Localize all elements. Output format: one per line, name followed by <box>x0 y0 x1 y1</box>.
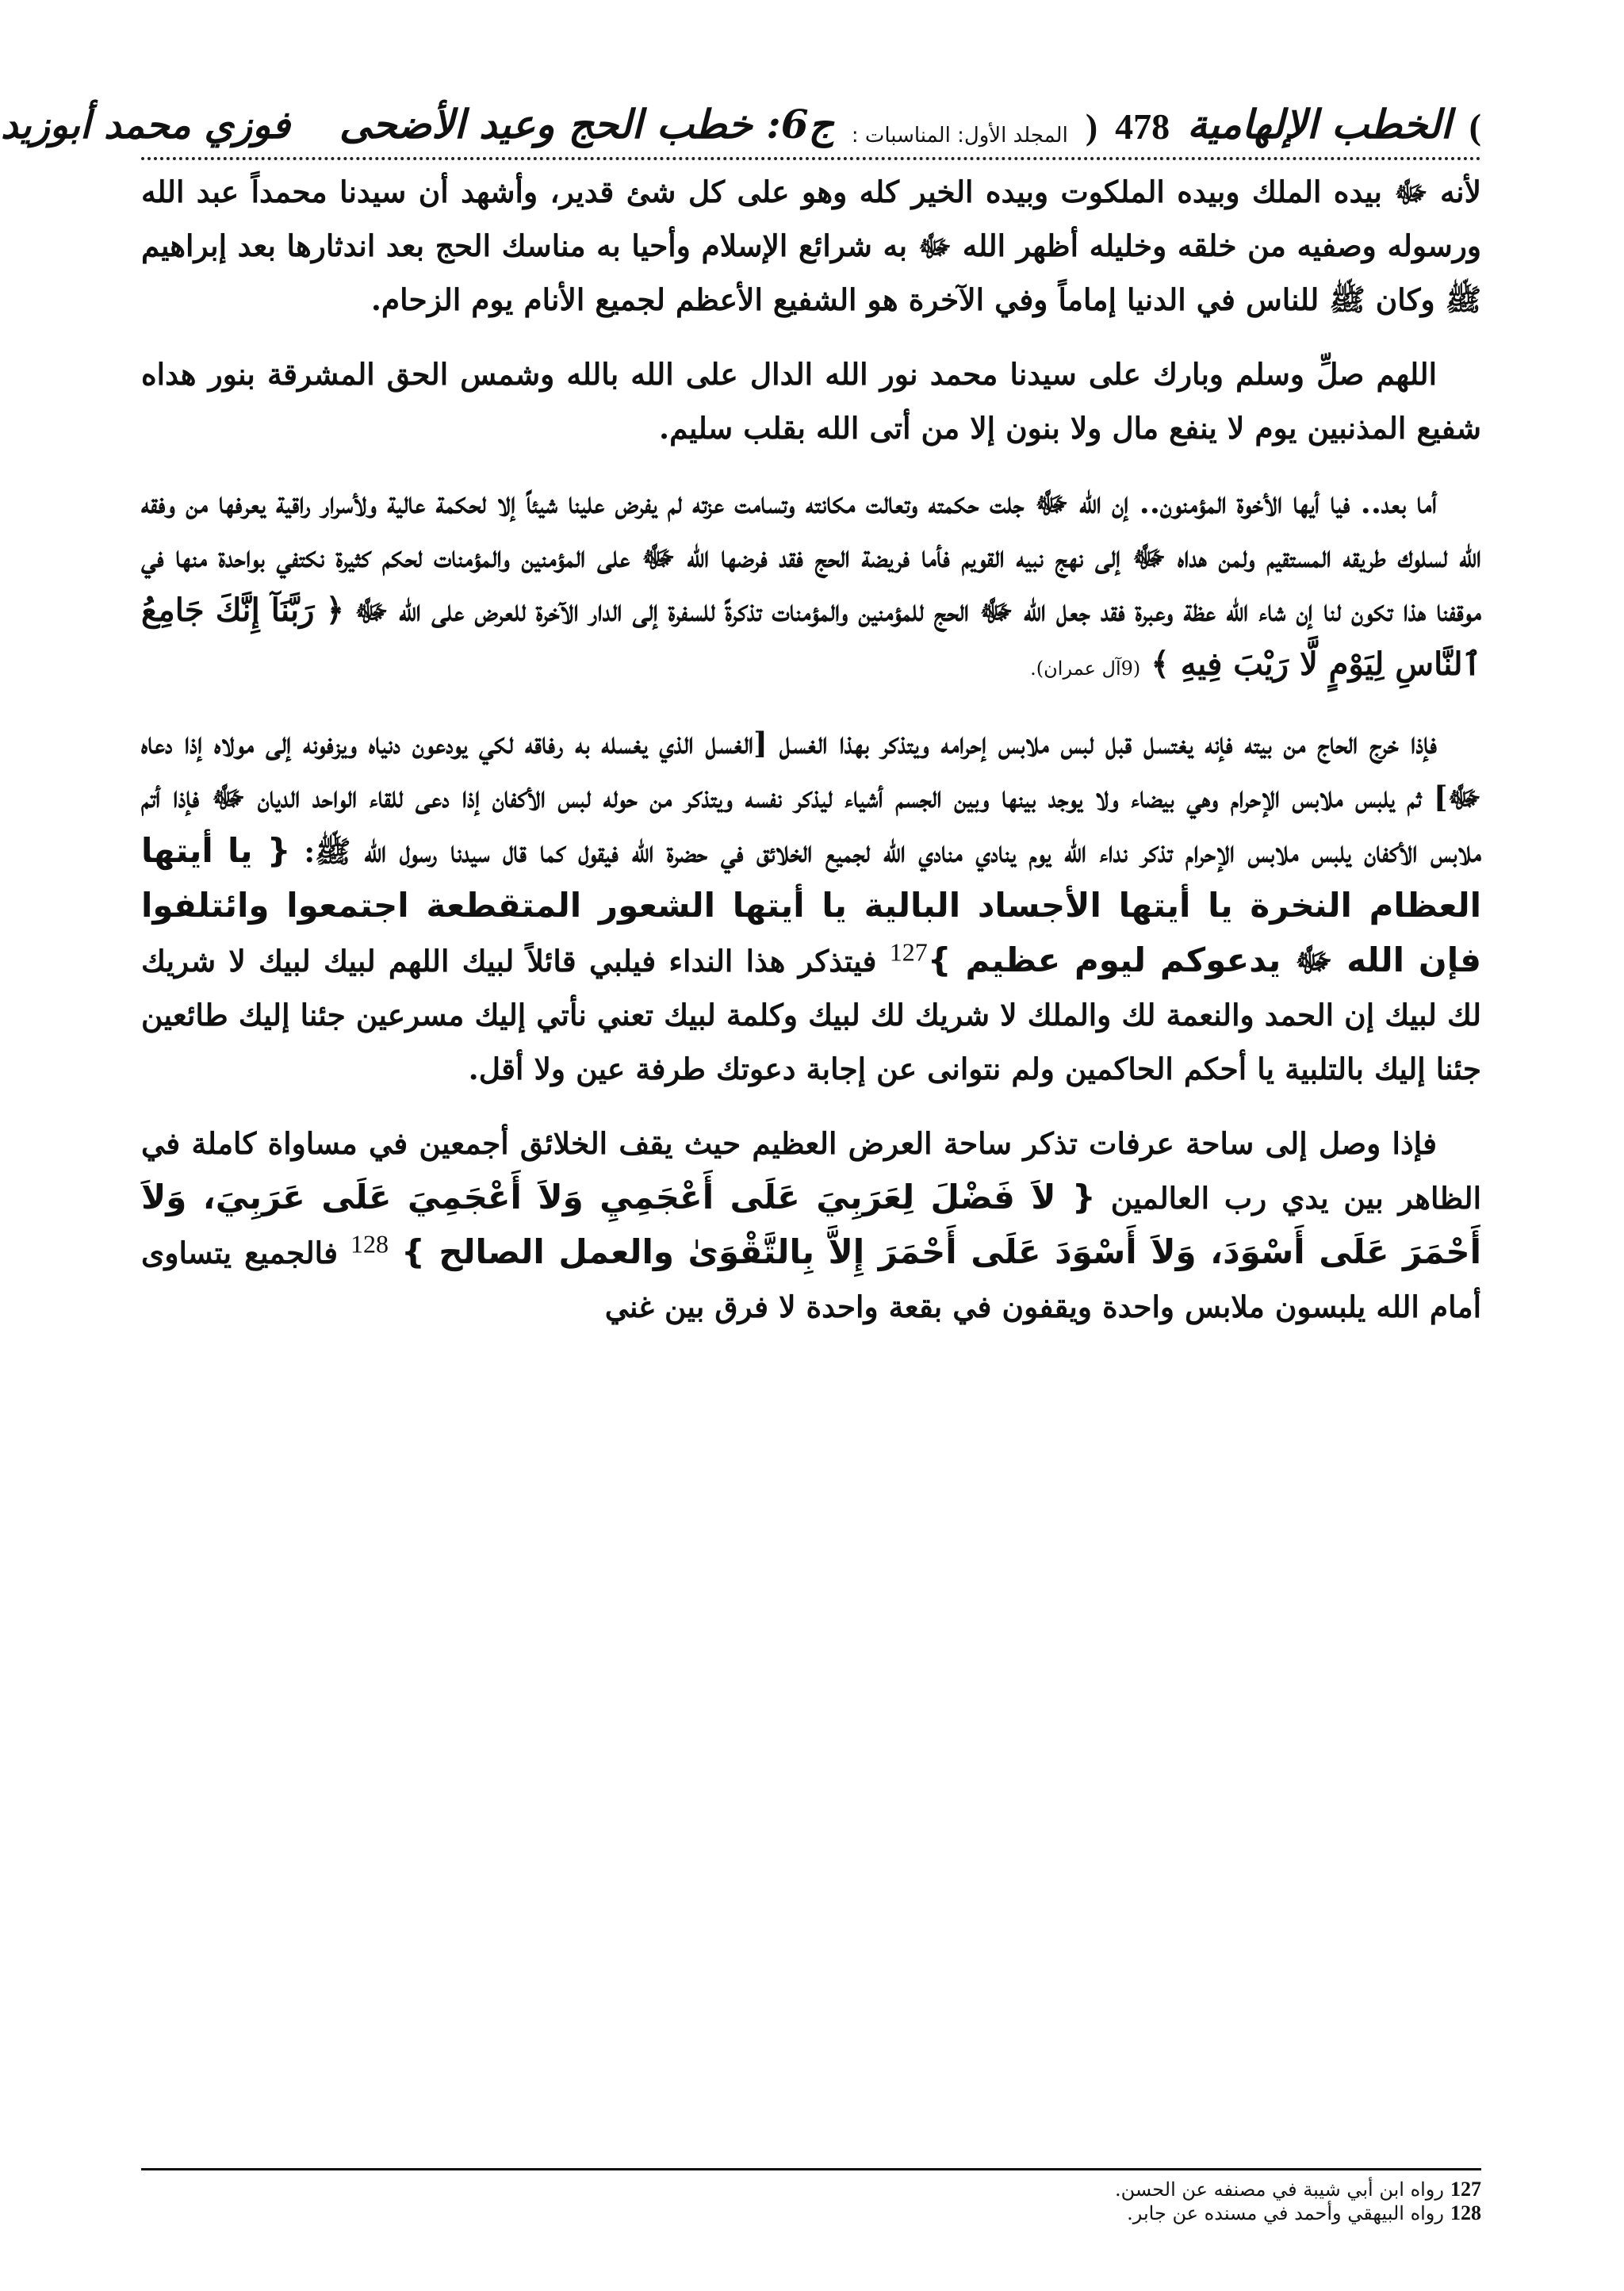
hadith-quote-1: { يا أيتها العظام النخرة يا أيتها الأجساد البالية يا أيتها الشعور المتقطعة اجتمعوا وائتلفوا فإن الله ﷻ يدعوكم ليوم عظيم } <box>141 831 1481 979</box>
header-volume-note: المجلد الأول: المناسبات : <box>851 124 1068 147</box>
main-body-text <box>141 165 1481 1354</box>
paragraph-2-text: اللهم صلِّ وسلم وبارك على سيدنا محمد نور الله الدال على الله بالله وشمس الحق المشرقة بنور هداه شفيع المذنبين يوم لا ينفع مال ولا بنون إلا من أتى الله بقلب سليم. <box>141 357 1481 446</box>
header-book-title: الخطب الإلهامية <box>1187 101 1452 147</box>
header-chapter-title: ج6: خطب الحج وعيد الأضحى <box>339 101 834 147</box>
paragraph-3 <box>141 476 1481 695</box>
footnote-number: 128 <box>1450 2201 1481 2224</box>
paragraph-5-text-before: فإذا وصل إلى ساحة عرفات تذكر ساحة العرض العظيم حيث يقف الخلائق أجمعين في مساواة كاملة في الظاهر بين يدي رب العالمين <box>141 1126 1482 1216</box>
footnote-127 <box>141 2178 1481 2201</box>
paragraph-1-text: لأنه ﷻ بيده الملك وبيده الملكوت وبيده الخير كله وهو على كل شئ قدير، وأشهد أن سيدنا محمداً عبد الله ورسوله وصفيه من خلقه وخليله أظهر الله ﷻ به شرائع الإسلام وأحيا به مناسك الحج بعد اندثارها بعد إبراهيم ﷺ وكان ﷺ للناس في الدنيا إماماً وفي الآخرة هو الشفيع الأعظم لجميع الأنام يوم الزحام. <box>141 174 1481 317</box>
page-header <box>1 70 1481 160</box>
header-paren-open: ( <box>1085 106 1098 147</box>
header-paren-close: ) <box>1469 106 1481 147</box>
header-row <box>1 84 1481 147</box>
footnote-text: رواه ابن أبي شيبة في مصنفه عن الحسن. <box>1114 2178 1444 2201</box>
paragraph-1 <box>141 165 1481 327</box>
verse-reference: (9آل عمران). <box>1030 657 1141 680</box>
paragraph-4 <box>141 716 1481 1096</box>
footnotes-section <box>141 2178 1481 2225</box>
footnote-marker-128[interactable]: 128 <box>350 1229 389 1259</box>
paragraph-2 <box>141 347 1481 455</box>
footnote-separator <box>141 2168 1481 2170</box>
header-page-number: 478 <box>1115 106 1170 147</box>
quran-verse: ﴿ رَبَّنَآ إِنَّكَ جَامِعُ ٱلنَّاسِ لِيَوْمٍ لَّا رَيْبَ فِيهِ ﴾ <box>141 592 1481 683</box>
footnote-number: 127 <box>1450 2178 1481 2201</box>
paragraph-5 <box>141 1117 1481 1334</box>
footnote-text: رواه البيهقي وأحمد في مسنده عن جابر. <box>1127 2202 1444 2224</box>
footnote-128 <box>141 2201 1481 2225</box>
paragraph-5-text-after: فالجميع يتساوى أمام الله يلبسون ملابس واحدة ويقفون في بقعة واحدة لا فرق بين غني <box>141 1236 1481 1324</box>
paragraph-4-text-after: فيتذكر هذا النداء فيلبي قائلاً لبيك اللهم لبيك لبيك لا شريك لك لبيك إن الحمد والنعمة لك والملك لا شريك لك لبيك وكلمة لبيك تعني نأتي إليك مسرعين جئنا إليك طائعين جئنا إليك بالتلبية يا أحكم الحاكمين ولم نتوانى عن إجابة دعوتك طرفة عين ولا أقل. <box>141 944 1481 1086</box>
paragraph-3-text: أما بعد.. فيا أيها الأخوة المؤمنون.. إن الله ﷻ جلت حكمته وتعالت مكانته وتسامت عزته لم يفرض علينا شيئاً إلا لحكمة عالية ولأسرار راقية يعرفها من وفقه الله لسلوك طريقه المستقيم ولمن هداه ﷻ إلى نهج نبيه القويم فأما فريضة الحج فقد فرضها الله ﷻ على المؤمنين والمؤمنات لحكم كثيرة نكتفي بواحدة منها في موقفنا هذا تكون لنا إن شاء الله عظة وعبرة فقد جعل الله ﷻ الحج للمؤمنين والمؤمنات تذكرةً للسفرة إلى الدار الآخرة للعرض على الله ﷻ <box>141 485 1482 628</box>
header-author: فوزي محمد أبوزيد <box>1 103 290 147</box>
paragraph-4-text-before: فإذا خرج الحاج من بيته فإنه يغتسل قبل لبس ملابس إحرامه ويتذكر بهذا الغسل [الغسل الذي يغسله به رفاقه لكي يودعون دنياه ويزفونه إلى مولاه إذا دعاه ﷻ] ثم يلبس ملابس الإحرام وهي بيضاء ولا يوجد بينها وبين الجسم أشياء ليذكر نفسه ويتذكر من حوله لبس الأكفان إذا دعى للقاء الواحد الديان ﷻ فإذا أتم ملابس الأكفان يلبس ملابس الإحرام تذكر نداء الله يوم ينادي منادي الله لجميع الخلائق في حضرة الله فيقول كما قال سيدنا رسول الله ﷺ: <box>141 726 1482 869</box>
hadith-quote-2: { لاَ فَضْلَ لِعَرَبِيَ عَلَى أَعْجَمِيِ وَلاَ أَعْجَمِيَ عَلَى عَرَبِيَ، وَلاَ أَحْمَرَ عَلَى أَسْوَدَ، وَلاَ أَسْوَدَ عَلَى أَحْمَرَ إِلاَّ بِالتَّقْوَىٰ والعمل الصالح } <box>141 1178 1482 1271</box>
footnote-marker-127[interactable]: 127 <box>889 937 928 967</box>
